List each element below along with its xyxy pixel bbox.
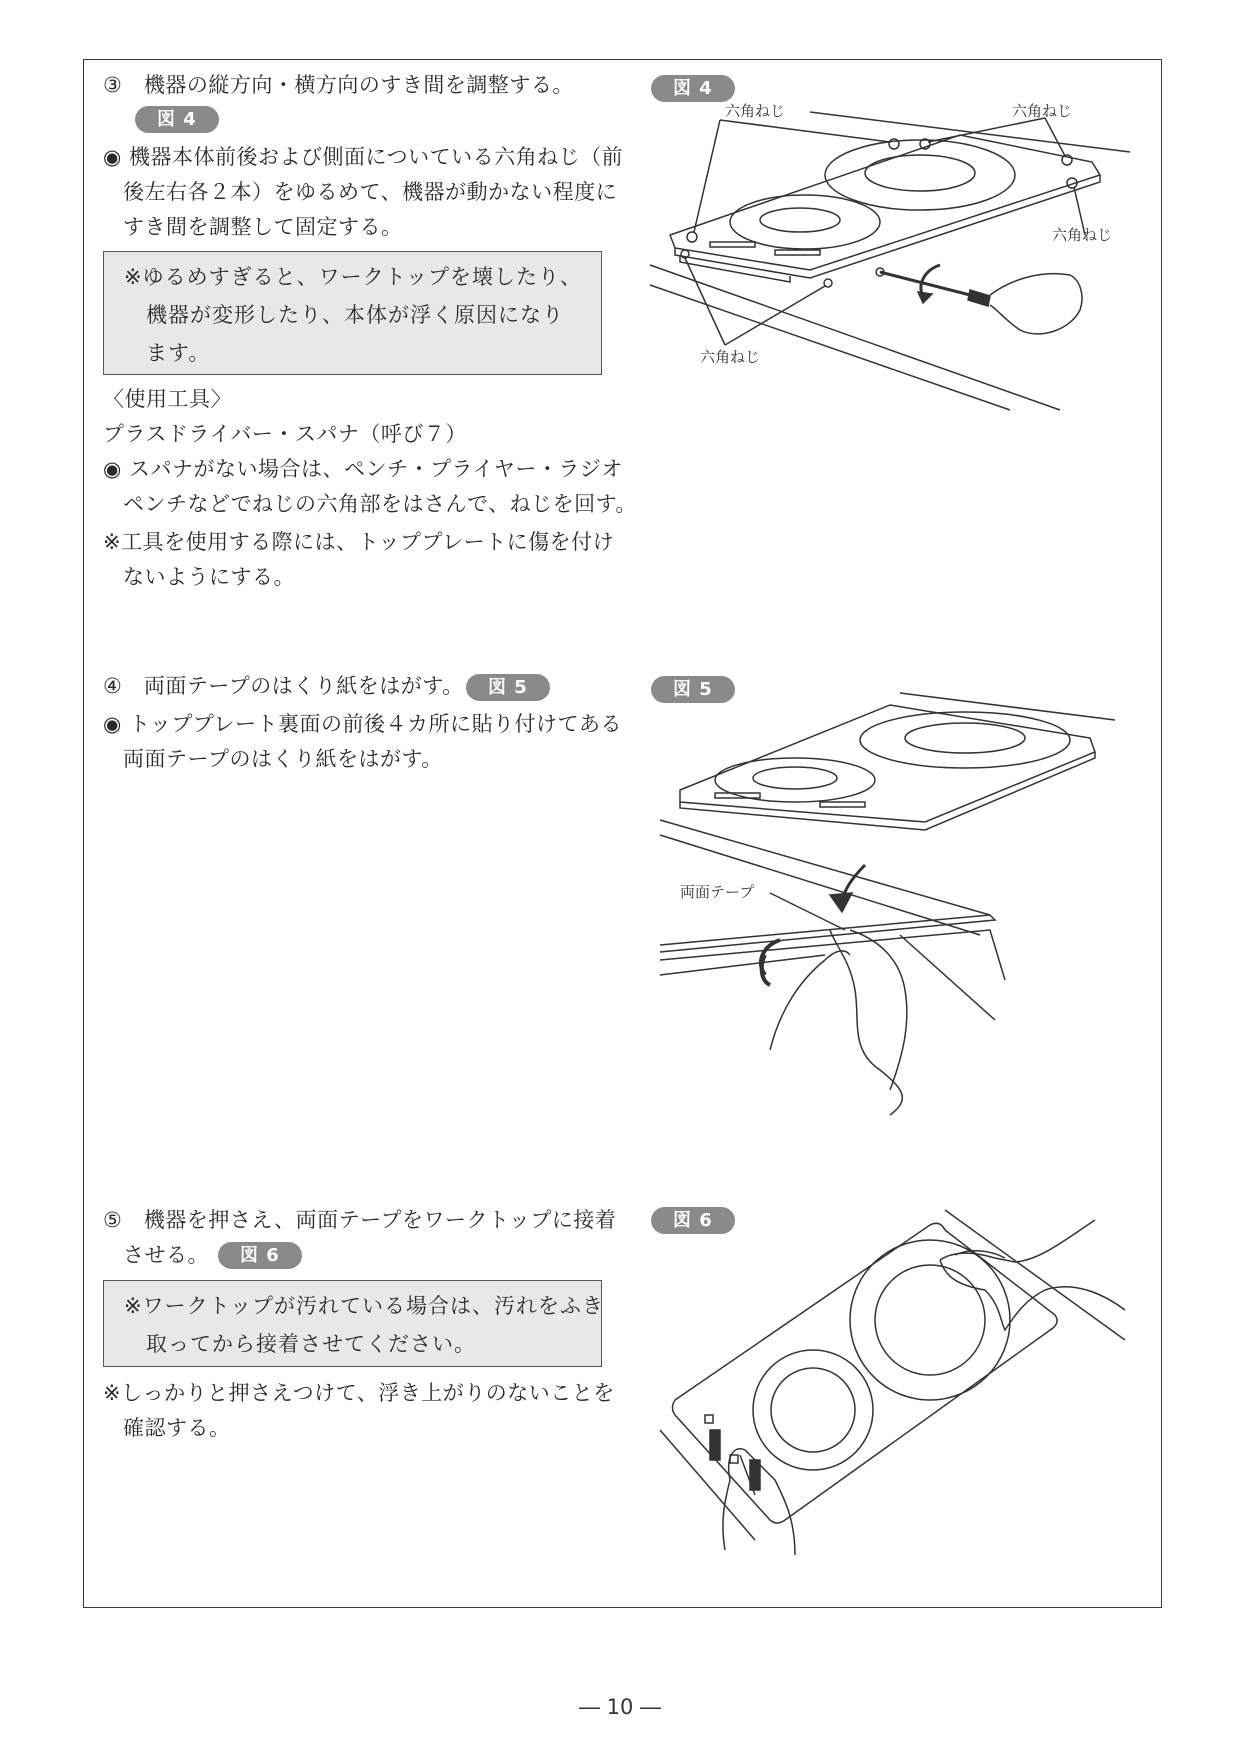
fig5-label-tape: 両面テープ bbox=[680, 883, 755, 901]
section3-caution-line2: ないようにする。 bbox=[123, 565, 295, 589]
section3-bullet1-line2: 後左右各２本）をゆるめて、機器が動かない程度に bbox=[123, 180, 618, 204]
fig4-reference-badge: 図 4 bbox=[135, 106, 219, 133]
note-line: ※ゆるめすぎると、ワークトップを壊したり、 bbox=[124, 265, 582, 289]
fig5-reference-badge: 図 5 bbox=[466, 674, 550, 701]
section5-note bbox=[103, 1280, 602, 1367]
section4-bullet-line1: ◉ トッププレート裏面の前後４カ所に貼り付けてある bbox=[103, 712, 623, 736]
fig5-illustration bbox=[650, 690, 1130, 1120]
fig5-badge: 図 5 bbox=[651, 676, 735, 703]
fig4-label-bottom: 六角ねじ bbox=[700, 348, 761, 366]
section4-heading: ④ 両面テープのはくり紙をはがす。 bbox=[103, 674, 464, 698]
note-line: 機器が変形したり、本体が浮く原因になり bbox=[146, 303, 564, 327]
section5-heading-line1: ⑤ 機器を押さえ、両面テープをワークトップに接着 bbox=[103, 1208, 617, 1232]
fig6-badge: 図 6 bbox=[651, 1207, 735, 1234]
fig4-label-right: 六角ねじ bbox=[1052, 226, 1113, 244]
section5-caution-line2: 確認する。 bbox=[123, 1416, 231, 1440]
section5-caution-line1: ※しっかりと押さえつけて、浮き上がりのないことを bbox=[103, 1381, 615, 1405]
section3-warning-note bbox=[103, 251, 602, 375]
note-line: 取ってから接着させてください。 bbox=[146, 1332, 476, 1356]
section3-bullet2-line2: ペンチなどでねじの六角部をはさんで、ねじを回す。 bbox=[123, 492, 637, 516]
note-line: ます。 bbox=[146, 341, 211, 365]
section3-bullet2-line1: ◉ スパナがない場合は、ペンチ・プライヤー・ラジオ bbox=[103, 457, 623, 481]
tools-list: プラスドライバー・スパナ（呼び７） bbox=[103, 422, 467, 446]
fig6-reference-badge: 図 6 bbox=[218, 1242, 302, 1269]
page-number: ― 10 ― bbox=[578, 1695, 662, 1719]
section3-caution-line1: ※工具を使用する際には、トッププレートに傷を付け bbox=[103, 530, 615, 554]
section3-heading: ③ 機器の縦方向・横方向のすき間を調整する。 bbox=[103, 73, 574, 97]
fig4-badge: 図 4 bbox=[651, 75, 735, 102]
fig4-label-top-left: 六角ねじ bbox=[725, 102, 786, 120]
note-line: ※ワークトップが汚れている場合は、汚れをふき bbox=[124, 1294, 604, 1318]
tools-heading: 〈使用工具〉 bbox=[103, 387, 232, 411]
section3-bullet1-line1: ◉ 機器本体前後および側面についている六角ねじ（前 bbox=[103, 145, 624, 169]
section5-heading-line2: させる。 bbox=[123, 1243, 209, 1267]
fig4-label-top-right: 六角ねじ bbox=[1012, 102, 1073, 120]
fig4-illustration bbox=[640, 100, 1140, 420]
fig6-illustration bbox=[655, 1200, 1135, 1560]
section3-bullet1-line3: すき間を調整して固定する。 bbox=[123, 215, 403, 239]
section4-bullet-line2: 両面テープのはくり紙をはがす。 bbox=[123, 747, 443, 771]
